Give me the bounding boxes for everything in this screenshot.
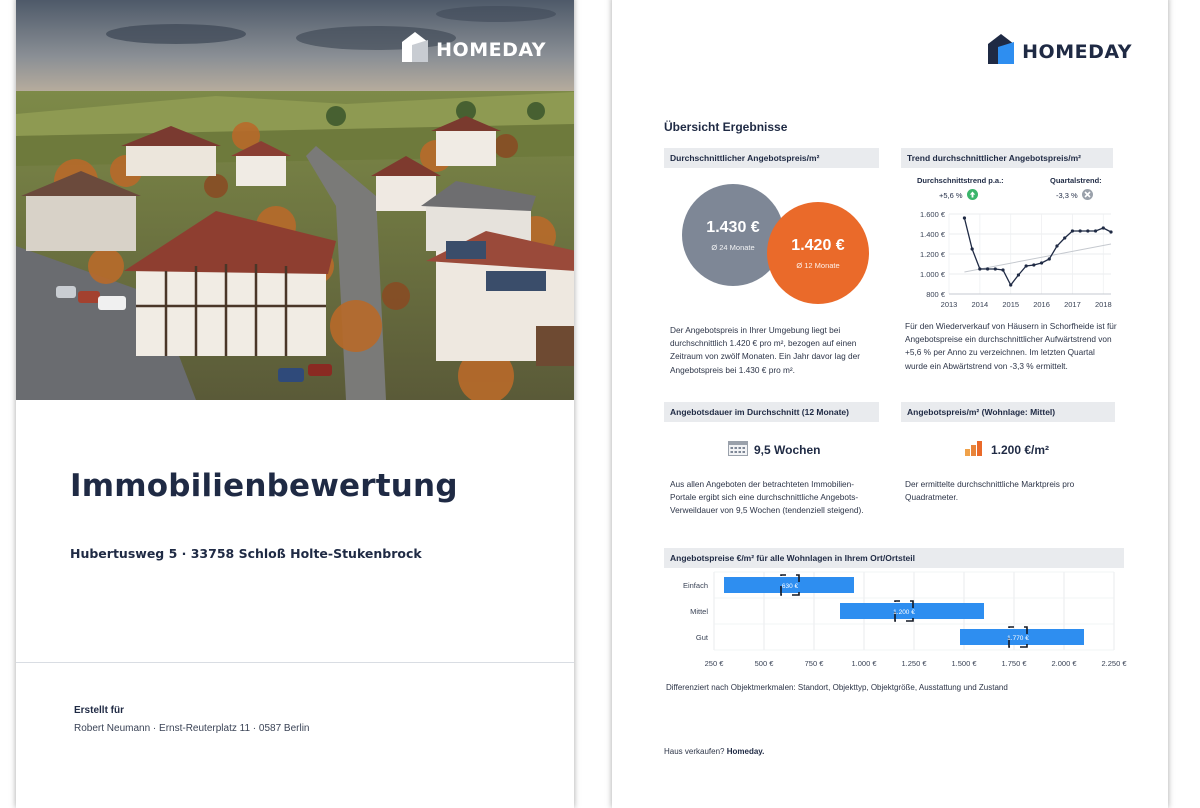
trend-point bbox=[1094, 229, 1097, 232]
trend-annual-label: Durchschnittstrend p.a.: bbox=[917, 176, 1004, 185]
range-x-tick: 500 € bbox=[754, 659, 774, 668]
price-location-value: 1.200 €/m² bbox=[991, 442, 1050, 457]
trend-point bbox=[1048, 257, 1051, 260]
range-category-label: Mittel bbox=[690, 607, 708, 616]
report-brand-name: HOMEDAY bbox=[1022, 40, 1132, 63]
trend-line-chart bbox=[901, 204, 1116, 319]
cover-address: Hubertusweg 5 · 33758 Schloß Holte-Stukenbrock bbox=[70, 546, 422, 561]
trend-point bbox=[1009, 283, 1012, 286]
trend-point bbox=[1025, 264, 1028, 267]
trend-point bbox=[978, 267, 981, 270]
range-x-tick: 750 € bbox=[804, 659, 824, 668]
created-for-label: Erstellt für bbox=[74, 705, 125, 716]
duration-value: 9,5 Wochen bbox=[754, 442, 821, 457]
homeday-logo-icon bbox=[988, 34, 1014, 69]
trend-x-tick: 2013 bbox=[940, 300, 958, 309]
trend-x-tick: 2015 bbox=[1002, 300, 1020, 309]
trend-point bbox=[1055, 244, 1058, 247]
price-location-header: Angebotspreis/m² (Wohnlage: Mittel) bbox=[901, 402, 1115, 422]
created-for-value: Robert Neumann · Ernst-Reuterplatz 11 · 0587 Berlin bbox=[74, 723, 310, 734]
trend-point bbox=[1109, 230, 1112, 233]
range-value-label: 1.770 € bbox=[1007, 635, 1029, 642]
trend-annual-value: +5,6 % bbox=[939, 191, 963, 200]
price-location-metric bbox=[965, 440, 1049, 459]
avg-price-header: Durchschnittlicher Angebotspreis/m² bbox=[664, 148, 879, 168]
trend-point bbox=[1063, 236, 1066, 239]
trend-point bbox=[1079, 229, 1082, 232]
trend-point bbox=[986, 267, 989, 270]
range-x-tick: 2.250 € bbox=[1101, 659, 1127, 668]
duration-text: Aus allen Angeboten der betrachteten Immobilien-Portale ergibt sich eine durchschnittliche Angebots-Verweildauer von 9,5 Wochen (tendenziell steigend). bbox=[670, 479, 864, 516]
avg-price-24-label: Ø 24 Monate bbox=[711, 242, 755, 252]
avg-price-12-circle bbox=[767, 202, 869, 304]
trend-y-tick: 1.600 € bbox=[919, 210, 945, 219]
trend-x-tick: 2014 bbox=[971, 300, 989, 309]
range-category-label: Gut bbox=[695, 633, 708, 642]
section-title: Übersicht Ergebnisse bbox=[664, 120, 788, 134]
cover-title: Immobilienbewertung bbox=[70, 468, 458, 504]
trend-point bbox=[1102, 226, 1105, 229]
cover-page bbox=[16, 0, 574, 808]
avg-price-24-circle bbox=[682, 184, 784, 286]
trend-y-tick: 1.200 € bbox=[919, 250, 945, 259]
trend-y-tick: 1.000 € bbox=[919, 270, 945, 279]
trend-point bbox=[963, 216, 966, 219]
trend-down-icon bbox=[1082, 189, 1093, 202]
calendar-icon bbox=[728, 440, 748, 459]
trend-x-tick: 2016 bbox=[1033, 300, 1050, 309]
trend-point bbox=[994, 267, 997, 270]
cover-brand-logo bbox=[402, 32, 546, 67]
trend-y-tick: 800 € bbox=[926, 290, 945, 299]
range-x-tick: 1.000 € bbox=[851, 659, 877, 668]
range-x-tick: 1.750 € bbox=[1001, 659, 1027, 668]
trend-series-line bbox=[964, 218, 1111, 285]
range-note: Differenziert nach Objektmerkmalen: Standort, Objekttyp, Objektgröße, Ausstattung und Zustand bbox=[666, 683, 1008, 692]
range-x-tick: 250 € bbox=[704, 659, 724, 668]
avg-price-12-label: Ø 12 Monate bbox=[796, 260, 840, 270]
avg-price-text: Der Angebotspreis in Ihrer Umgebung liegt bei durchschnittlich 1.420 € pro m², bezogen auf einen Zeitraum von zwölf Monaten. Ein Jahr davor lag der Angebotspreis bei 1.430 € pro m². bbox=[670, 325, 860, 375]
trend-quarter bbox=[1056, 189, 1093, 202]
range-x-tick: 1.250 € bbox=[901, 659, 927, 668]
bar-stack-icon bbox=[965, 440, 985, 459]
trend-quarter-value: -3,3 % bbox=[1056, 191, 1078, 200]
footer-brand: Homeday. bbox=[726, 747, 765, 756]
footer-note bbox=[664, 747, 764, 756]
avg-price-12-value: 1.420 € bbox=[791, 236, 845, 254]
trend-point bbox=[1040, 261, 1043, 264]
range-category-label: Einfach bbox=[682, 581, 708, 590]
trend-point bbox=[1071, 229, 1074, 232]
range-x-tick: 1.500 € bbox=[951, 659, 977, 668]
homeday-logo-icon bbox=[402, 32, 428, 67]
report-brand-logo bbox=[988, 34, 1132, 69]
trend-up-icon bbox=[967, 189, 978, 202]
trend-y-tick: 1.400 € bbox=[919, 230, 945, 239]
price-location-text: Der ermittelte durchschnittliche Marktpreis pro Quadratmeter. bbox=[905, 479, 1075, 503]
trend-quarter-label: Quartalstrend: bbox=[1050, 176, 1102, 185]
cover-divider bbox=[16, 662, 574, 663]
trend-fit-line bbox=[964, 244, 1111, 272]
trend-x-tick: 2017 bbox=[1064, 300, 1081, 309]
duration-header: Angebotsdauer im Durchschnitt (12 Monate) bbox=[664, 402, 879, 422]
trend-point bbox=[1032, 263, 1035, 266]
trend-point bbox=[1017, 273, 1020, 276]
trend-point bbox=[1086, 229, 1089, 232]
cover-brand-name: HOMEDAY bbox=[436, 38, 546, 61]
footer-prefix: Haus verkaufen? bbox=[664, 747, 725, 756]
range-header: Angebotspreise €/m² für alle Wohnlagen in Ihrem Ort/Ortsteil bbox=[664, 548, 1124, 568]
range-x-tick: 2.000 € bbox=[1051, 659, 1077, 668]
trend-point bbox=[1001, 268, 1004, 271]
avg-price-24-value: 1.430 € bbox=[706, 218, 760, 236]
trend-annual bbox=[939, 189, 978, 202]
report-page bbox=[612, 0, 1168, 808]
range-value-label: 1.200 € bbox=[893, 609, 915, 616]
trend-text: Für den Wiederverkauf von Häusern in Schorfheide ist für Angebotspreise ein durchschnittlicher Aufwärtstrend von +5,6 % per Anno zu verzeichnen. Im letzten Quartal wurde ein Abwärtstrend von -3,3 % ermittelt. bbox=[905, 321, 1117, 371]
trend-header: Trend durchschnittlicher Angebotspreis/m² bbox=[901, 148, 1113, 168]
trend-x-tick: 2018 bbox=[1094, 300, 1112, 309]
duration-metric bbox=[728, 440, 820, 459]
trend-point bbox=[971, 247, 974, 250]
range-value-label: 630 € bbox=[781, 583, 799, 590]
range-bar-chart bbox=[664, 570, 1134, 676]
